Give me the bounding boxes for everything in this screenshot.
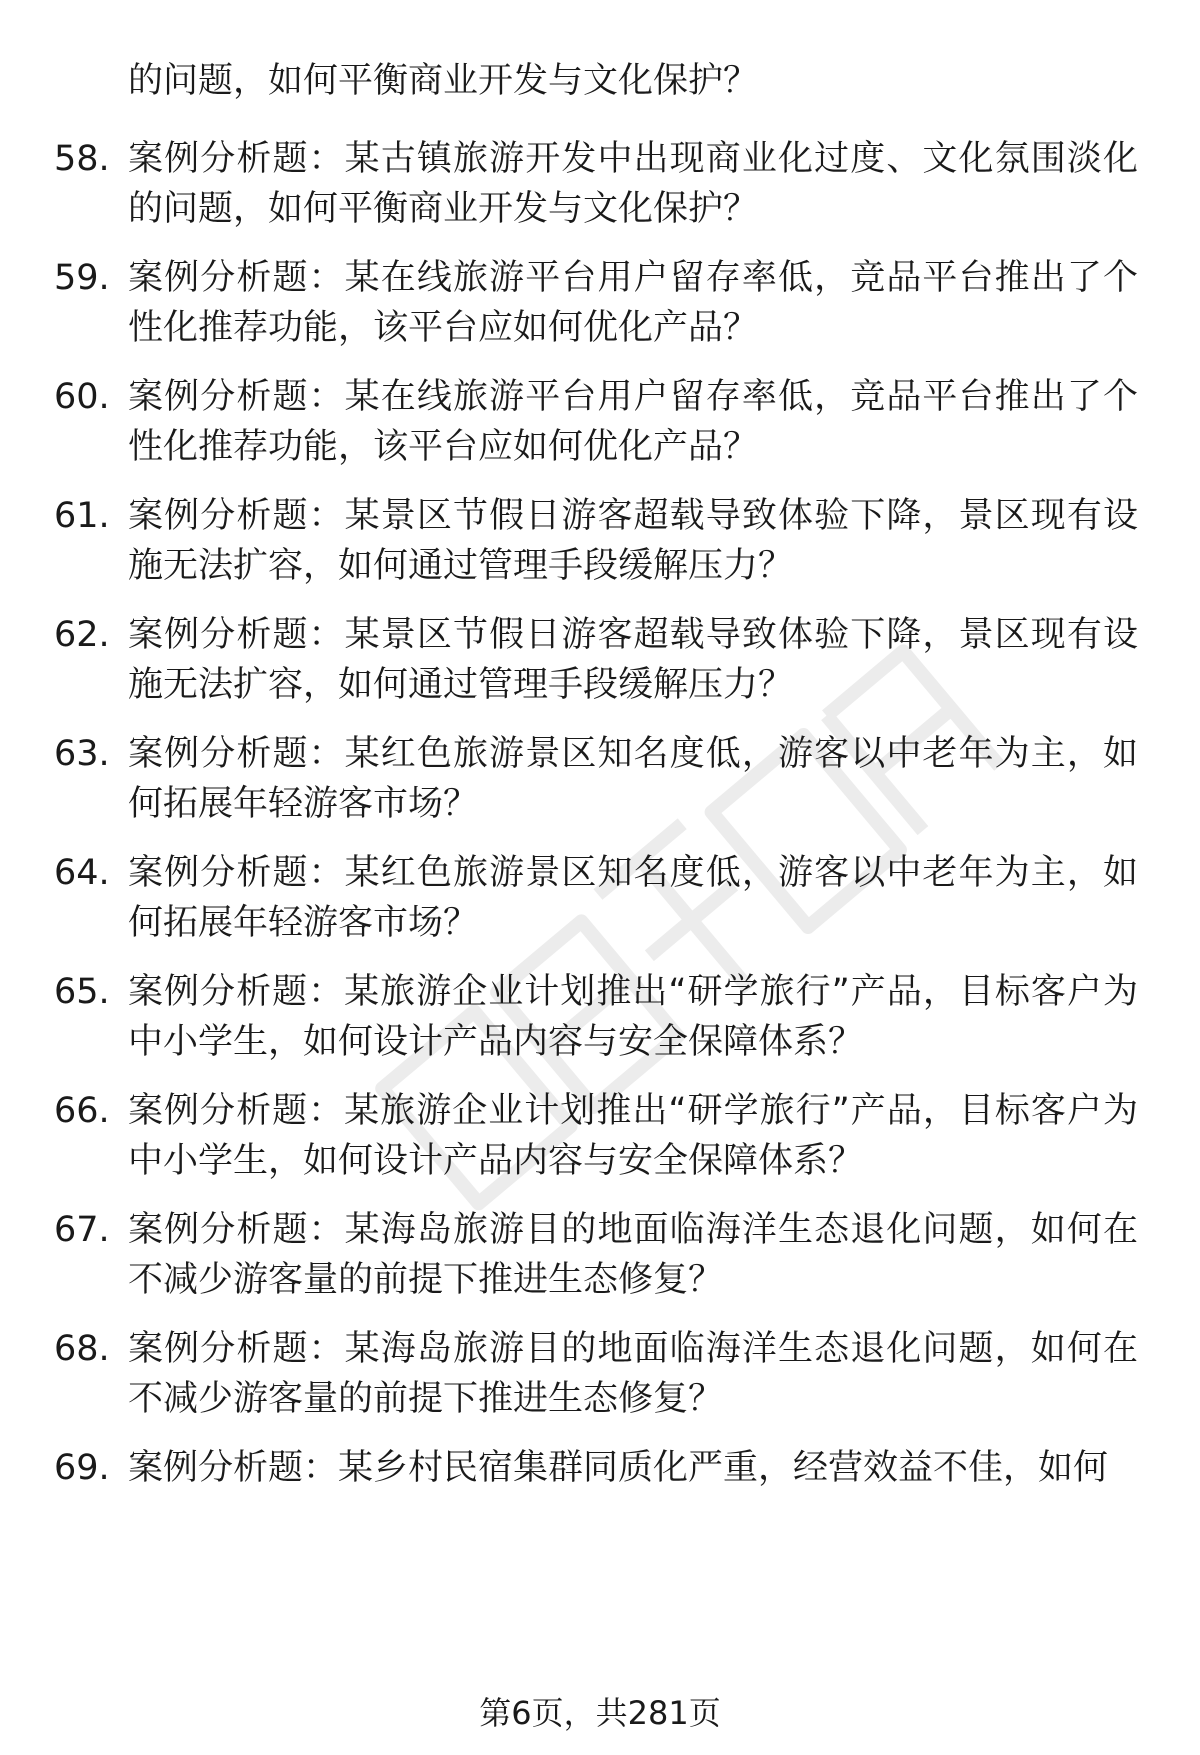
page-footer: 第6页，共281页 — [479, 1694, 721, 1732]
question-text: 案例分析题：某景区节假日游客超载导致体验下降，景区现有设施无法扩容，如何通过管理手段缓解压力？ — [128, 496, 1138, 586]
question-number: 59. — [54, 258, 110, 298]
question-number: 62. — [54, 615, 110, 655]
question-number: 63. — [54, 734, 110, 774]
question-number: 69. — [54, 1448, 110, 1488]
question-text: 案例分析题：某红色旅游景区知名度低，游客以中老年为主，如何拓展年轻游客市场？ — [128, 734, 1138, 824]
question-number: 66. — [54, 1091, 110, 1131]
question-text: 案例分析题：某海岛旅游目的地面临海洋生态退化问题，如何在不减少游客量的前提下推进生态修复？ — [128, 1329, 1138, 1419]
continued-question-text: 的问题，如何平衡商业开发与文化保护？ — [128, 61, 759, 101]
question-text: 案例分析题：某古镇旅游开发中出现商业化过度、文化氛围淡化的问题，如何平衡商业开发与文化保护？ — [128, 139, 1138, 229]
question-number: 68. — [54, 1329, 110, 1369]
question-text: 案例分析题：某乡村民宿集群同质化严重，经营效益不佳，如何 — [128, 1448, 1109, 1488]
question-text: 案例分析题：某红色旅游景区知名度低，游客以中老年为主，如何拓展年轻游客市场？ — [128, 853, 1138, 943]
question-number: 58. — [54, 139, 110, 179]
question-text: 案例分析题：某在线旅游平台用户留存率低，竞品平台推出了个性化推荐功能，该平台应如何优化产品？ — [128, 377, 1138, 467]
question-number: 67. — [54, 1210, 110, 1250]
question-text: 案例分析题：某景区节假日游客超载导致体验下降，景区现有设施无法扩容，如何通过管理手段缓解压力？ — [128, 615, 1138, 705]
question-text: 案例分析题：某旅游企业计划推出“研学旅行”产品，目标客户为中小学生，如何设计产品内容与安全保障体系？ — [128, 972, 1138, 1062]
question-number: 61. — [54, 496, 110, 536]
question-text: 案例分析题：某旅游企业计划推出“研学旅行”产品，目标客户为中小学生，如何设计产品内容与安全保障体系？ — [128, 1091, 1138, 1181]
question-text: 案例分析题：某在线旅游平台用户留存率低，竞品平台推出了个性化推荐功能，该平台应如何优化产品？ — [128, 258, 1138, 348]
question-number: 64. — [54, 853, 110, 893]
question-number: 60. — [54, 377, 110, 417]
question-text: 案例分析题：某海岛旅游目的地面临海洋生态退化问题，如何在不减少游客量的前提下推进生态修复？ — [128, 1210, 1138, 1300]
question-number: 65. — [54, 972, 110, 1012]
